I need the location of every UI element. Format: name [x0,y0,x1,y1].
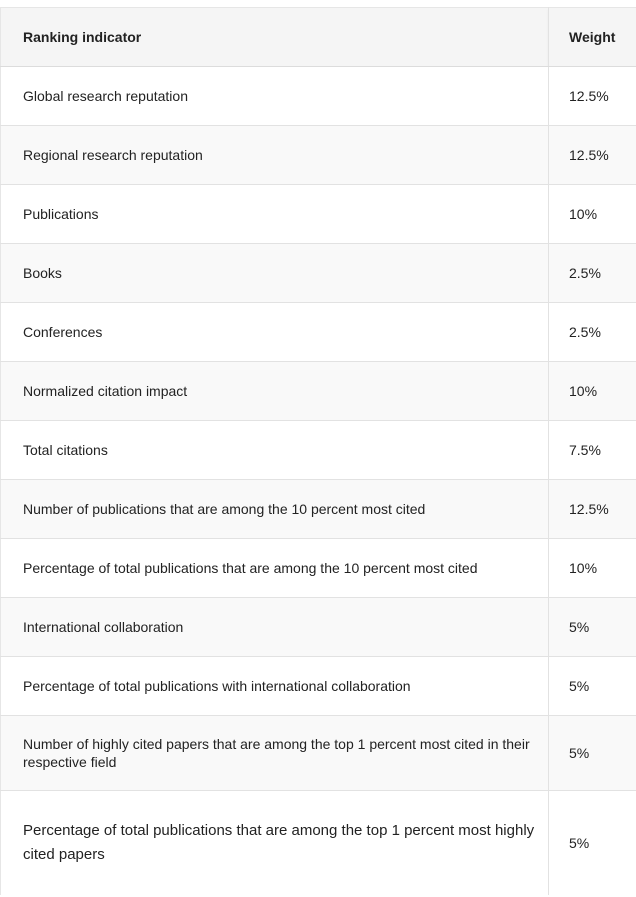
table-row [1,480,636,539]
indicator-cell: Normalized citation impact [1,362,549,421]
table-header [1,8,636,67]
indicator-cell: International collaboration [1,598,549,657]
table-row [1,303,636,362]
indicator-cell: Books [1,244,549,303]
indicator-cell: Percentage of total publications with international collaboration [1,657,549,716]
weight-cell: 10% [549,362,636,421]
table-row [1,362,636,421]
ranking-table-container [0,7,636,897]
weight-cell: 2.5% [549,244,636,303]
indicator-cell: Percentage of total publications that are among the top 1 percent most highly cited papers [1,791,549,896]
table-row [1,716,636,791]
weight-cell: 12.5% [549,126,636,185]
table-row [1,185,636,244]
indicator-cell: Global research reputation [1,67,549,126]
indicator-cell: Total citations [1,421,549,480]
weight-cell: 5% [549,598,636,657]
table-row [1,67,636,126]
indicator-cell: Conferences [1,303,549,362]
indicator-cell: Percentage of total publications that are among the 10 percent most cited [1,539,549,598]
table-row [1,421,636,480]
table-row [1,598,636,657]
weight-cell: 10% [549,185,636,244]
header-weight: Weight [549,8,636,67]
table-row [1,657,636,716]
table-row [1,539,636,598]
weight-cell: 5% [549,791,636,896]
weight-cell: 2.5% [549,303,636,362]
ranking-indicators-table [0,7,636,895]
table-row [1,791,636,896]
header-row [1,8,636,67]
header-ranking-indicator: Ranking indicator [1,8,549,67]
weight-cell: 12.5% [549,67,636,126]
weight-cell: 5% [549,716,636,791]
weight-cell: 10% [549,539,636,598]
indicator-cell: Publications [1,185,549,244]
weight-cell: 12.5% [549,480,636,539]
table-body [1,67,636,896]
table-row [1,244,636,303]
indicator-cell: Regional research reputation [1,126,549,185]
table-row [1,126,636,185]
weight-cell: 5% [549,657,636,716]
indicator-cell: Number of highly cited papers that are among the top 1 percent most cited in their respective field [1,716,549,791]
indicator-cell: Number of publications that are among the 10 percent most cited [1,480,549,539]
weight-cell: 7.5% [549,421,636,480]
